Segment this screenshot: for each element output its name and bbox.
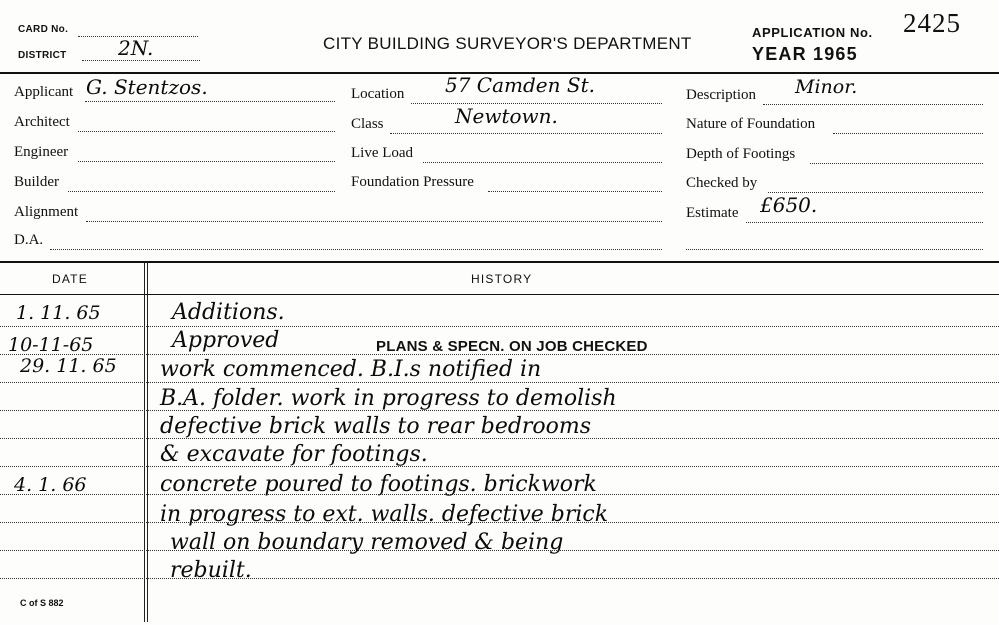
description-value: Minor. — [795, 76, 858, 98]
class-label: Class — [351, 116, 384, 132]
history-date: 4. 1. 66 — [14, 474, 87, 496]
description-line — [763, 104, 983, 105]
year-label: YEAR 1965 — [752, 44, 858, 64]
blank-line — [686, 249, 983, 250]
class-line — [390, 133, 662, 134]
history-entry: work commenced. B.I.s notified in — [160, 357, 542, 382]
date-column-divider-2 — [147, 262, 148, 622]
applicant-value: G. Stentzos. — [86, 75, 208, 99]
architect-label: Architect — [14, 114, 70, 130]
alignment-label: Alignment — [14, 204, 79, 220]
live-load-label: Live Load — [351, 145, 414, 161]
checked-by-label: Checked by — [686, 175, 758, 191]
builder-label: Builder — [14, 174, 59, 190]
history-column-header: HISTORY — [471, 272, 533, 286]
history-entry: B.A. folder. work in progress to demolish — [160, 386, 617, 411]
nature-foundation-line — [833, 133, 983, 134]
history-header-rule — [0, 294, 999, 295]
district-value: 2N. — [118, 36, 154, 60]
history-entry: Approved — [172, 328, 280, 353]
history-entry: concrete poured to footings. brickwork — [160, 472, 597, 497]
applicant-line — [85, 101, 335, 102]
history-entry: Additions. — [172, 300, 285, 325]
depth-footings-label: Depth of Footings — [686, 146, 796, 162]
foundation-pressure-line — [488, 191, 662, 192]
history-entry: & excavate for footings. — [160, 442, 428, 467]
class-value: Newtown. — [455, 104, 558, 128]
engineer-line — [78, 161, 335, 162]
history-date: 10-11-65 — [8, 334, 94, 356]
nature-foundation-label: Nature of Foundation — [686, 116, 816, 132]
history-top-rule — [0, 261, 999, 263]
alignment-line — [86, 221, 662, 222]
form-code: C of S 882 — [20, 598, 64, 608]
location-label: Location — [351, 86, 405, 102]
estimate-value: £650. — [760, 193, 818, 217]
plans-checked-stamp: PLANS & SPECN. ON JOB CHECKED — [376, 338, 648, 355]
location-value: 57 Camden St. — [445, 73, 595, 97]
history-rule — [0, 466, 999, 467]
date-column-divider — [144, 262, 145, 622]
application-label: APPLICATION No. — [752, 25, 873, 40]
district-line — [82, 60, 200, 61]
district-label: DISTRICT — [18, 50, 67, 61]
builder-line — [68, 191, 335, 192]
application-number: 2425 — [903, 8, 961, 38]
da-line — [50, 249, 662, 250]
date-column-header: DATE — [52, 272, 88, 286]
foundation-pressure-label: Foundation Pressure — [351, 174, 474, 190]
da-label: D.A. — [14, 232, 44, 248]
description-label: Description — [686, 87, 756, 103]
history-rule — [0, 326, 999, 327]
history-rule — [0, 382, 999, 383]
live-load-line — [423, 162, 662, 163]
engineer-label: Engineer — [14, 144, 69, 160]
history-entry: rebuilt. — [170, 558, 252, 583]
applicant-label: Applicant — [14, 84, 74, 100]
history-date: 1. 11. 65 — [16, 302, 101, 324]
card-no-label: CARD No. — [18, 24, 69, 35]
history-entry: in progress to ext. walls. defective brick — [160, 502, 609, 527]
history-entry: defective brick walls to rear bedrooms — [160, 414, 592, 439]
estimate-line — [746, 222, 983, 223]
history-date: 29. 11. 65 — [20, 355, 117, 377]
architect-line — [78, 131, 335, 132]
history-rule — [0, 578, 999, 579]
department-title: CITY BUILDING SURVEYOR'S DEPARTMENT — [323, 34, 692, 53]
estimate-label: Estimate — [686, 205, 739, 221]
history-entry: wall on boundary removed & being — [170, 530, 564, 555]
depth-footings-line — [810, 163, 983, 164]
